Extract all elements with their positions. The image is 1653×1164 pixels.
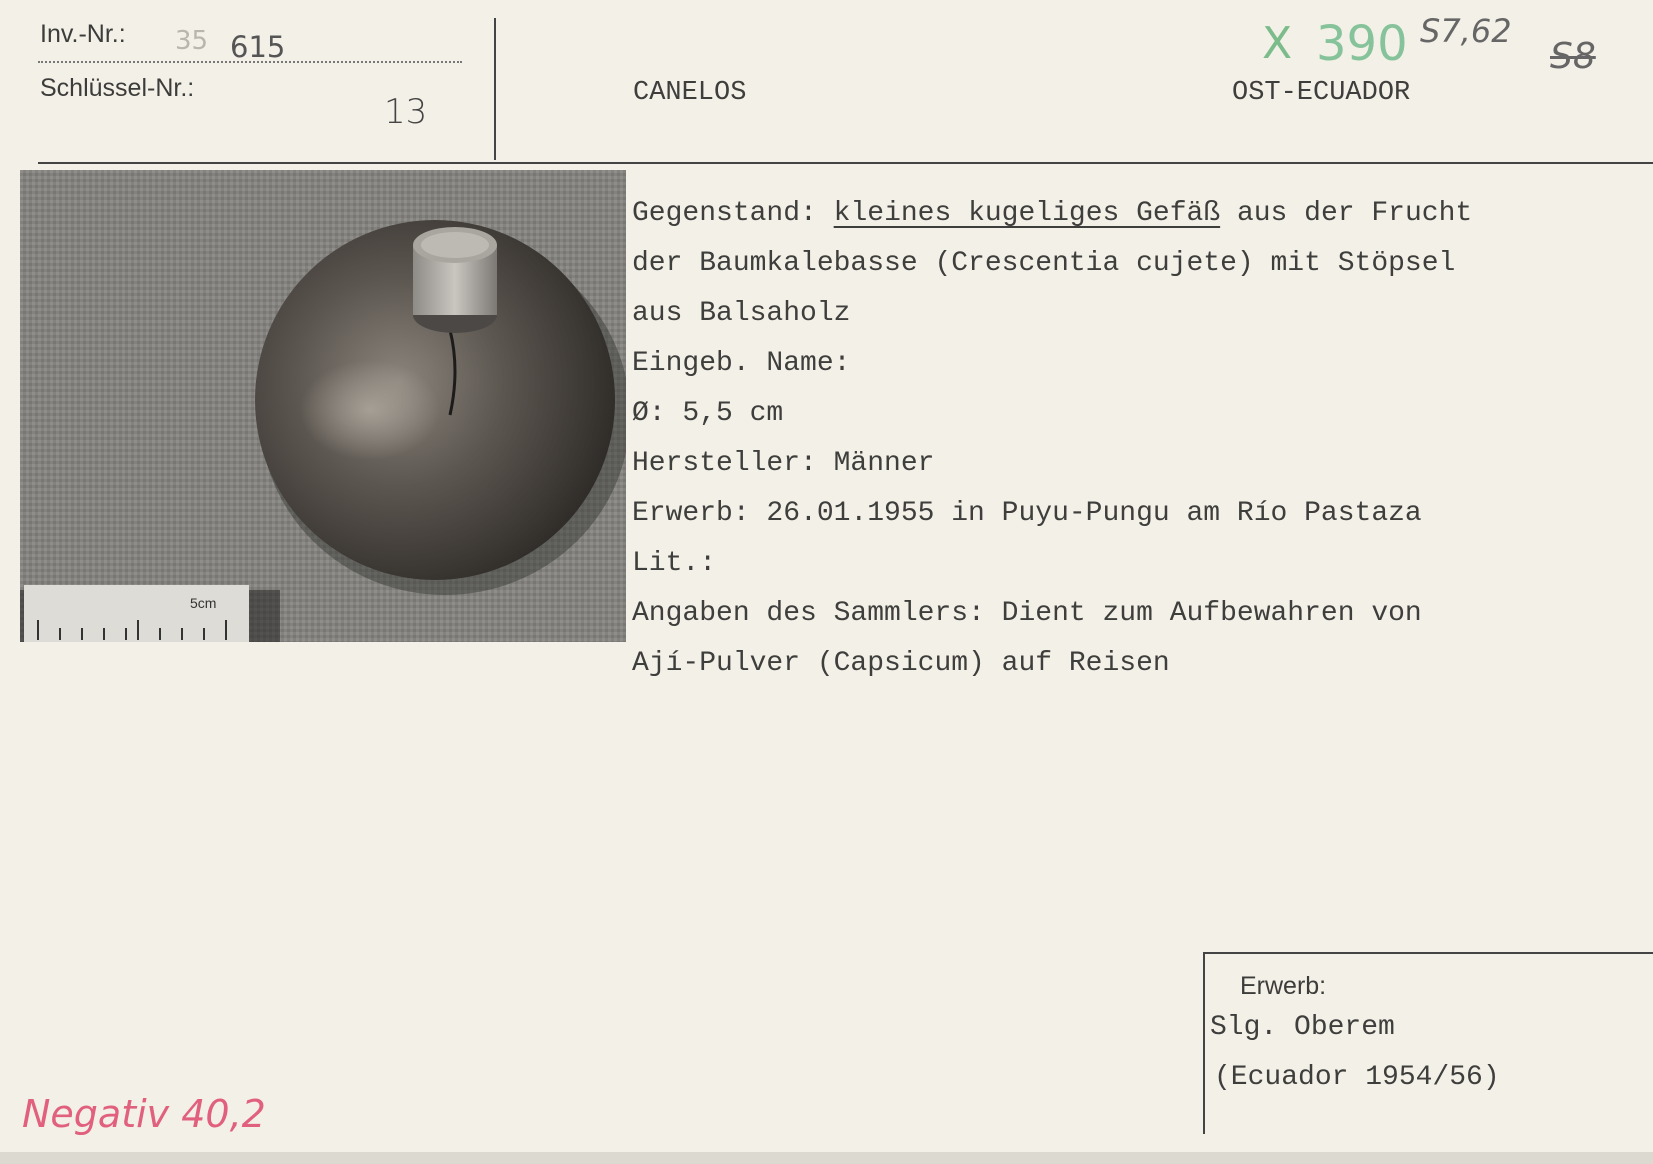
corner-sup: S7,62: [1420, 12, 1512, 50]
acquisition-label: Erwerb:: [1240, 972, 1327, 1000]
corner-s8: S8: [1550, 36, 1596, 77]
object-name: kleines kugeliges Gefäß: [833, 198, 1221, 229]
object-details: [632, 189, 1642, 689]
corner-number: 390: [1316, 16, 1408, 72]
acquisition-box-top: [1203, 952, 1653, 954]
region-name: OST-ECUADOR: [1232, 78, 1411, 108]
collection-name: Slg. Oberem: [1210, 1012, 1395, 1043]
literature: Lit.:: [632, 548, 717, 579]
inv-number: 615: [230, 30, 286, 64]
header-rule: [38, 162, 1653, 164]
collector-info-2: Ají-Pulver (Capsicum) auf Reisen: [632, 648, 1170, 679]
corner-x: X: [1262, 18, 1293, 69]
object-line-2: der Baumkalebasse (Crescentia cujete) mit Stöpsel: [632, 248, 1456, 279]
native-name: Eingeb. Name:: [632, 348, 851, 379]
scale-label: 5cm: [190, 595, 217, 611]
negative-note: Negativ 40,2: [22, 1092, 266, 1136]
object-rest: aus der Frucht: [1236, 198, 1473, 229]
inv-prefix: 35: [175, 26, 209, 56]
acquisition-box-left: [1203, 952, 1205, 1134]
object-line-3: aus Balsaholz: [632, 298, 851, 329]
inv-dotted-line: [38, 61, 462, 63]
diameter: Ø: 5,5 cm: [632, 398, 784, 429]
key-label: Schlüssel-Nr.:: [40, 74, 195, 102]
inv-label: Inv.-Nr.:: [40, 20, 126, 48]
maker: Hersteller: Männer: [632, 448, 935, 479]
object-line-1: [632, 189, 1642, 239]
header-divider: [494, 18, 496, 160]
group-name: CANELOS: [633, 78, 747, 108]
collection-note: (Ecuador 1954/56): [1214, 1062, 1500, 1093]
card-bottom-edge: [0, 1152, 1653, 1164]
acquisition-detail: Erwerb: 26.01.1955 in Puyu-Pungu am Río Pastaza: [632, 498, 1422, 529]
object-photo: [20, 170, 626, 642]
collector-info-1: Angaben des Sammlers: Dient zum Aufbewahren von: [632, 598, 1422, 629]
key-number: 13: [384, 92, 428, 132]
gourd-vessel-image: [20, 170, 626, 642]
object-label: Gegenstand:: [632, 198, 817, 229]
